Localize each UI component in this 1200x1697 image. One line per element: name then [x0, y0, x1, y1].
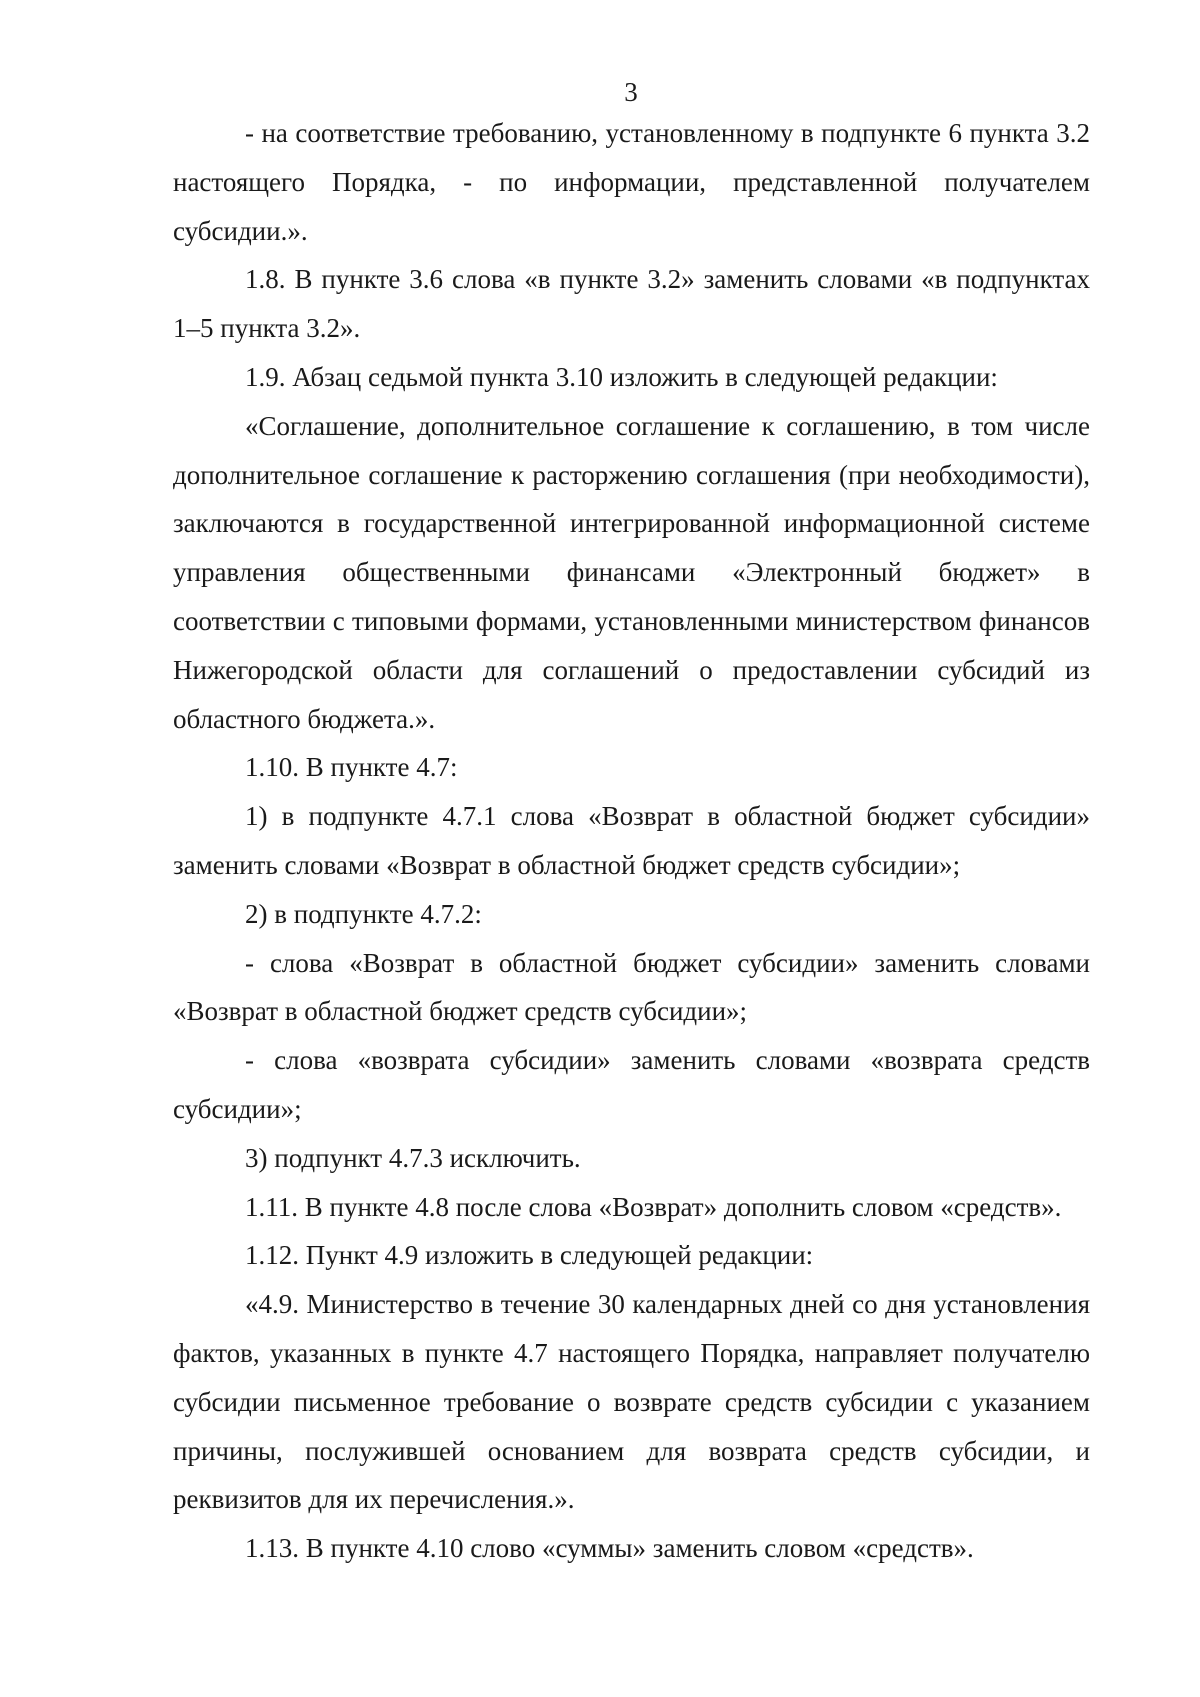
paragraph-1-13: 1.13. В пункте 4.10 слово «суммы» заменить словом «средств».: [245, 1533, 974, 1564]
paragraph-agreement: «Соглашение, дополнительное соглашение к соглашению, в том числе дополнительное соглашение к расторжению соглашения (при необходимости), заключаются в государственной интегрированной информационной системе управления общественными финансами «Электронный бюджет» в соответствии с типовыми формами, установленными министерством финансов Нижегородской области для соглашений о предоставлении субсидий из областного бюджета.».: [173, 410, 1090, 734]
paragraph-words-return-budget: - слова «Возврат в областной бюджет субсидии» заменить словами «Возврат в областной бюджет средств субсидии»;: [173, 947, 1090, 1027]
paragraph-requirement: - на соответствие требованию, установленному в подпункте 6 пункта 3.2 настоящего Порядка, - по информации, представленной получателем субсидии.».: [173, 118, 1090, 246]
paragraph-1-8: 1.8. В пункте 3.6 слова «в пункте 3.2» заменить словами «в подпунктах 1–5 пункта 3.2».: [173, 264, 1090, 344]
paragraph-1-11: 1.11. В пункте 4.8 после слова «Возврат» дополнить словом «средств».: [245, 1191, 1062, 1222]
paragraph-4-7-3: 3) подпункт 4.7.3 исключить.: [245, 1142, 581, 1173]
paragraph-4-7-1: 1) в подпункте 4.7.1 слова «Возврат в областной бюджет субсидии» заменить словами «Возврат в областной бюджет средств субсидии»;: [173, 801, 1090, 880]
paragraph-1-10: 1.10. В пункте 4.7:: [245, 752, 458, 783]
page-number: 3: [624, 77, 638, 107]
paragraph-1-9: 1.9. Абзац седьмой пункта 3.10 изложить в следующей редакции:: [245, 361, 998, 392]
paragraph-1-12: 1.12. Пункт 4.9 изложить в следующей редакции:: [245, 1240, 814, 1271]
paragraph-words-return-subsidy: - слова «возврата субсидии» заменить словами «возврата средств субсидии»;: [173, 1045, 1090, 1124]
paragraph-4-7-2: 2) в подпункте 4.7.2:: [245, 898, 482, 929]
document-body: [173, 109, 1090, 1573]
paragraph-4-9: «4.9. Министерство в течение 30 календарных дней со дня установления фактов, указанных в пункте 4.7 настоящего Порядка, направляет получателю субсидии письменное требование о возврате средств субсидии с указанием причины, послужившей основанием для возврата средств субсидии, и реквизитов для их перечисления.».: [173, 1289, 1090, 1515]
